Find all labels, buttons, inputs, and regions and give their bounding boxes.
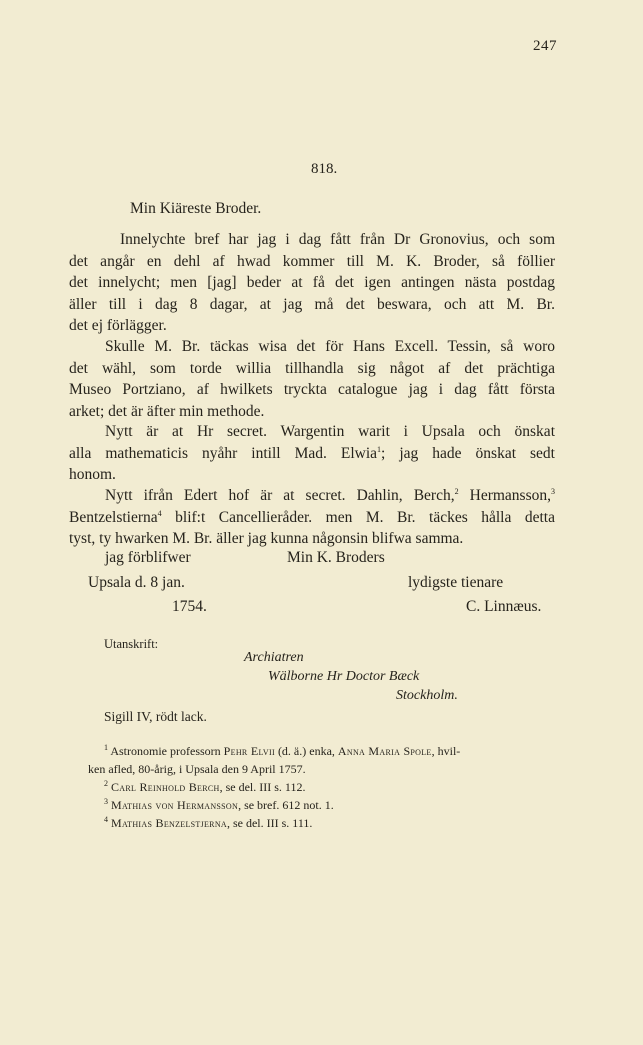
text-line: Nytt ifrån Edert hof är at secret. Dahlin, Berch,$^2$ Hermansson,$^3$: [105, 486, 555, 504]
text-line: alla mathematicis nyåhr intill Mad. Elwia$^1$; jag hade önskat sedt: [69, 444, 555, 462]
footnote-ref: 1: [377, 444, 382, 454]
paragraph-1: [69, 229, 555, 337]
footnote-1-cont: ken afled, 80-årig, i Upsala den 9 April 1757.: [88, 762, 306, 776]
footnote-4: $^4$ Mathias Benzelstjerna, se del. III s. 111.: [104, 815, 313, 830]
footnote-2: $^2$ Carl Reinhold Berch, se del. III s. 112.: [104, 779, 306, 794]
text-line: det wähl, som torde willia tillhandla sig något af det prächtiga: [69, 359, 555, 377]
paragraph-2: [69, 336, 555, 422]
address-line-2: Wälborne Hr Doctor Bæck: [268, 669, 420, 684]
text-line: honom.: [69, 466, 116, 483]
closing-center-1: Min K. Broders: [287, 549, 385, 566]
closing-left-1: jag förblifwer: [105, 549, 191, 566]
closing-year: 1754.: [172, 598, 207, 615]
text-line: äller till i dag 8 dagar, at jag må det beswara, och att M. Br.: [69, 295, 555, 313]
footnote-ref: 4: [157, 508, 162, 518]
text-line: Innelychte bref har jag i dag fått från Dr Gronovius, och som: [120, 231, 555, 248]
text-line: det innelycht; men [jag] beder at få det igen antingen nästa postdag: [69, 274, 555, 291]
footnote-1: $^1$ Astronomie professorn Pehr Elvii (d. ä.) enka, Anna Maria Spole, hvil-: [104, 743, 461, 758]
footnote-3: $^3$ Mathias von Hermansson, se bref. 612 not. 1.: [104, 797, 334, 812]
text-line: Museo Portziano, af hwilkets tryckta catalogue jag i dag fått första: [69, 381, 555, 398]
paragraph-3: [69, 421, 555, 486]
closing-signature: C. Linnæus.: [466, 598, 542, 615]
seal-note: Sigill IV, rödt lack.: [104, 709, 207, 724]
letter-number: 818.: [311, 161, 338, 177]
closing-right-2: lydigste tienare: [408, 574, 504, 591]
text-line: det angår en dehl af hwad kommer till M. K. Broder, så föllier: [69, 252, 555, 270]
address-line-3: Stockholm.: [396, 688, 458, 703]
text-line: Bentzelstierna$^4$ blif:t Cancellieråder. men M. Br. täckes hålla detta: [69, 508, 555, 526]
text-line: det ej förlägger.: [69, 317, 167, 334]
footnote-ref: 3: [550, 486, 555, 496]
footnote-ref: 2: [454, 486, 459, 496]
paragraph-4: [69, 485, 555, 550]
text-line: tyst, ty hwarken M. Br. äller jag kunna någonsin blifwa samma.: [69, 530, 464, 547]
address-line-1: Archiatren: [244, 650, 304, 665]
text-line: arket; det är äfter min methode.: [69, 402, 265, 420]
page-number: 247: [533, 38, 557, 54]
salutation: Min Kiäreste Broder.: [130, 200, 262, 217]
text-line: Nytt är at Hr secret. Wargentin warit i Upsala och önskat: [105, 423, 555, 440]
closing-place-date: Upsala d. 8 jan.: [88, 574, 185, 591]
address-label: Utanskrift:: [104, 637, 159, 651]
text-line: Skulle M. Br. täckas wisa det för Hans Excell. Tessin, så woro: [105, 338, 555, 355]
